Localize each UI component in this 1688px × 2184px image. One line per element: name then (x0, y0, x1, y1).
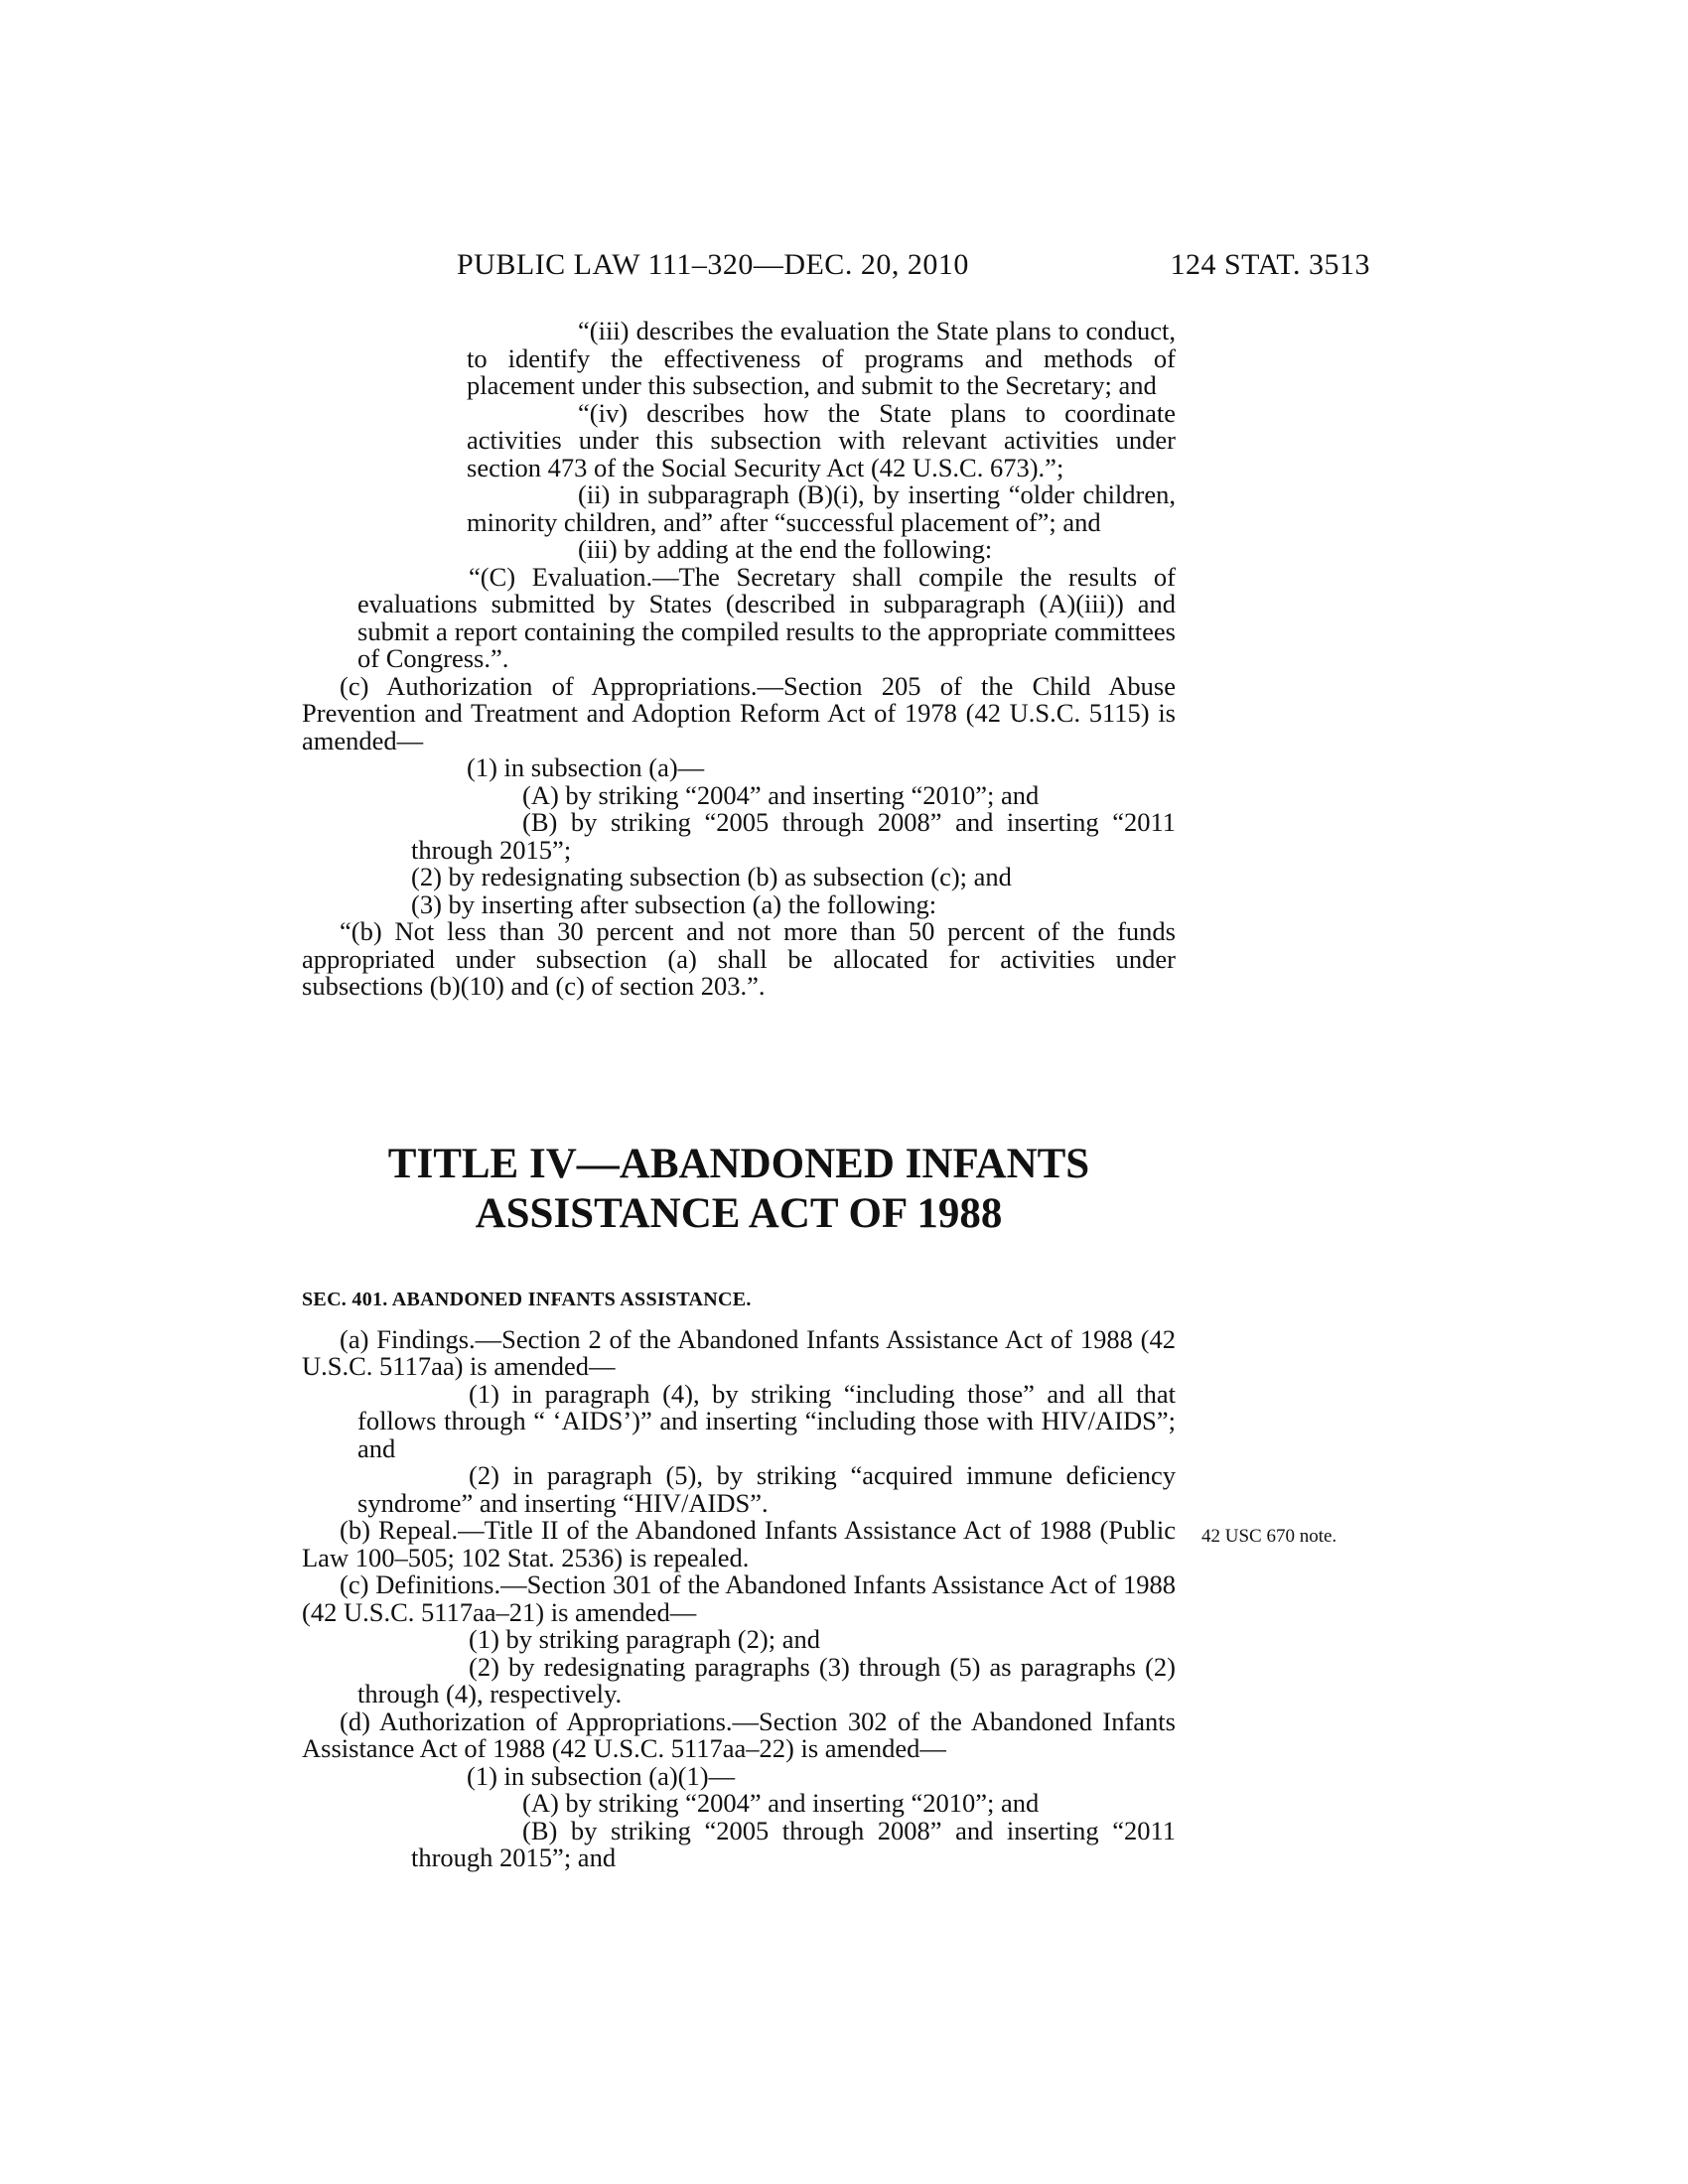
margin-note-usc: 42 USC 670 note. (1201, 1526, 1337, 1547)
clause-iii-evaluation: “(iii) describes the evaluation the State plans to conduct, to identify the effectiveness of programs and methods of placement under this subsection, and submit to the Secretary; and (467, 316, 1176, 400)
authorization-item-1: (1) in subsection (a)(1)— (467, 1760, 736, 1791)
section-heading: SEC. 401. ABANDONED INFANTS ASSISTANCE. (302, 1289, 752, 1310)
subsection-a-findings: (a) Findings.—Section 2 of the Abandoned Infants Assistance Act of 1988 (42 U.S.C. 5117aa) is amended— (302, 1323, 1176, 1381)
item-2-redesignating: (2) by redesignating subsection (b) as subsection (c); and (411, 862, 1012, 891)
subsection-c-authorization: (c) Authorization of Appropriations.—Section 205 of the Child Abuse Prevention and Treatment and Adoption Reform Act of 1978 (42 U.S.C. 5115) is amended— (302, 670, 1176, 755)
item-3-inserting: (3) by inserting after subsection (a) the following: (411, 888, 937, 919)
title-line-1: TITLE IV—ABANDONED INFANTS (387, 1141, 1090, 1187)
header-law-citation: PUBLIC LAW 111–320—DEC. 20, 2010 (457, 248, 969, 281)
subsection-d-authorization: (d) Authorization of Appropriations.—Section 302 of the Abandoned Infants Assistance Act of 1988 (42 U.S.C. 5117aa–22) is amended— (302, 1706, 1176, 1763)
header-stat-page: 124 STAT. 3513 (1170, 248, 1370, 281)
clause-iii-adding: (iii) by adding at the end the following: (578, 534, 993, 564)
title-heading (302, 1140, 1176, 1239)
findings-item-1: (1) in paragraph (4), by striking “including those” and all that follows through “ ‘AIDS’)” and inserting “including those with HIV/AIDS”; and (357, 1378, 1176, 1463)
subsection-c-definitions: (c) Definitions.—Section 301 of the Abandoned Infants Assistance Act of 1988 (42 U.S.C. 5117aa–21) is amended— (302, 1570, 1176, 1627)
definitions-item-1: (1) by striking paragraph (2); and (469, 1624, 820, 1654)
item-1-subsection-a: (1) in subsection (a)— (467, 752, 705, 782)
item-b-striking-2005: (B) by striking “2005 through 2008” and inserting “2011 through 2015”; (411, 807, 1176, 865)
authorization-item-a: (A) by striking “2004” and inserting “2010”; and (522, 1788, 1040, 1818)
authorization-item-b: (B) by striking “2005 through 2008” and inserting “2011 through 2015”; and (411, 1815, 1176, 1872)
findings-item-2: (2) in paragraph (5), by striking “acquired immune deficiency syndrome” and inserting “HIV/AIDS”. (357, 1460, 1176, 1518)
upper-text-block (302, 318, 1176, 1001)
item-a-striking-2004: (A) by striking “2004” and inserting “2010”; and (522, 779, 1040, 810)
subsection-b-repeal: (b) Repeal.—Title II of the Abandoned Infants Assistance Act of 1988 (Public Law 100–505; 102 Stat. 2536) is repealed. (302, 1515, 1176, 1572)
subsection-b-percent: “(b) Not less than 30 percent and not more than 50 percent of the funds appropriated under subsection (a) shall be allocated for activities under subsections (b)(10) and (c) of section 203.”. (302, 916, 1176, 1001)
clause-iv-coordinate: “(iv) describes how the State plans to coordinate activities under this subsection with relevant activities under section 473 of the Social Security Act (42 U.S.C. 673).”; (467, 397, 1176, 482)
definitions-item-2: (2) by redesignating paragraphs (3) through (5) as paragraphs (2) through (4), respectively. (357, 1651, 1176, 1708)
page-header (457, 248, 1370, 288)
title-line-2: ASSISTANCE ACT OF 1988 (475, 1190, 1003, 1237)
paragraph-c-evaluation: “(C) Evaluation.—The Secretary shall compile the results of evaluations submitted by States (described in subparagraph (A)(iii)) and submit a report containing the compiled results to the appropriate committees of Congress.”. (357, 561, 1176, 673)
clause-ii-subparagraph: (ii) in subparagraph (B)(i), by inserting “older children, minority children, and” after “successful placement of”; and (467, 479, 1176, 537)
lower-text-block (302, 1287, 1176, 1872)
